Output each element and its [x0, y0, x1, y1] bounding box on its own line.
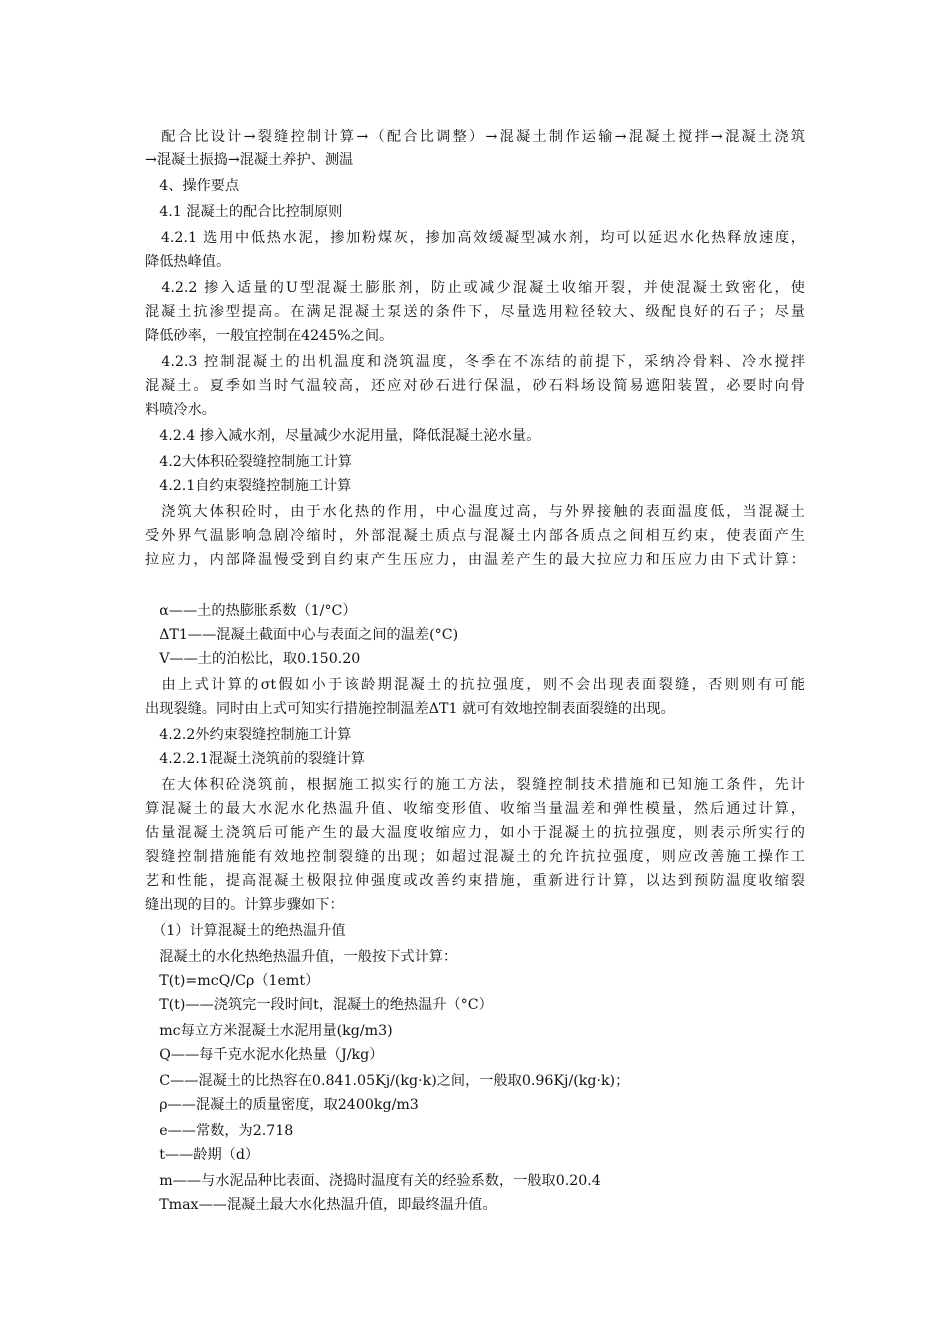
variable-definition: C——混凝土的比热容在0.841.05Kj/(kg·k)之间，一般取0.96Kj/(kg·k)； [145, 1073, 630, 1089]
text-line: 拉应力，内部降温慢受到自约束产生压应力，由温差产生的最大拉应力和压应力由下式计算： [145, 552, 805, 568]
text-line: 估量混凝土浇筑后可能产生的最大温度收缩应力，如小于混凝土的抗拉强度，则表示所实行的 [145, 825, 805, 841]
section-heading: （1）计算混凝土的绝热温升值 [145, 923, 346, 939]
variable-definition: T(t)——浇筑完一段时间t，混凝土的绝热温升（°C） [145, 997, 493, 1013]
variable-definition: ρ——混凝土的质量密度，取2400kg/m3 [145, 1097, 419, 1113]
text-line: 混凝土的水化热绝热温升值，一般按下式计算： [145, 949, 458, 965]
section-heading: 4.2大体积砼裂缝控制施工计算 [145, 454, 353, 470]
text-line: →混凝土振捣→混凝土养护、测温 [145, 152, 354, 168]
variable-definition: ΔT1——混凝土截面中心与表面之间的温差(°C) [145, 627, 459, 643]
text-line: 艺和性能，提高混凝土极限拉伸强度或改善约束措施，重新进行计算，以达到预防温度收缩裂 [145, 873, 805, 889]
text-line: 裂缝控制措施能有效地控制裂缝的出现；如超过混凝土的允许抗拉强度，则应改善施工操作工 [145, 849, 805, 865]
variable-definition: m——与水泥品种比表面、浇捣时温度有关的经验系数，一般取0.20.4 [145, 1173, 601, 1189]
text-line: 混凝土。夏季如当时气温较高，还应对砂石进行保温，砂石料场设简易遮阳装置，必要时向骨 [145, 378, 805, 394]
section-heading: 4.2.2.1混凝土浇筑前的裂缝计算 [145, 751, 365, 767]
text-line: 4.2.2 掺入适量的U型混凝土膨胀剂，防止或减少混凝土收缩开裂，并使混凝土致密化，使 [145, 280, 805, 296]
text-line: 降低热峰值。 [145, 254, 231, 270]
section-heading: 4.2.2外约束裂缝控制施工计算 [145, 727, 352, 743]
text-line: 降低砂率，一般宜控制在4245%之间。 [145, 328, 394, 344]
text-line: 浇筑大体积砼时，由于水化热的作用，中心温度过高，与外界接触的表面温度低，当混凝土 [145, 504, 805, 520]
text-line: 由上式计算的σt假如小于该龄期混凝土的抗拉强度，则不会出现表面裂缝，否则则有可能 [145, 677, 805, 693]
formula-line: T(t)=mcQ/Cρ（1emt） [145, 973, 320, 989]
variable-definition: t——龄期（d） [145, 1147, 260, 1163]
text-line: 4.2.3 控制混凝土的出机温度和浇筑温度，冬季在不冻结的前提下，采纳冷骨料、冷水搅拌 [145, 354, 805, 370]
text-line: 4.2.1 选用中低热水泥，掺加粉煤灰，掺加高效缓凝型减水剂，均可以延迟水化热释放速度， [145, 230, 805, 246]
variable-definition: Q——每千克水泥水化热量（J/kg） [145, 1047, 384, 1063]
text-line: 受外界气温影响急剧冷缩时，外部混凝土质点与混凝土内部各质点之间相互约束，使表面产生 [145, 528, 805, 544]
section-heading: 4.2.1自约束裂缝控制施工计算 [145, 478, 352, 494]
text-line: 配合比设计→裂缝控制计算→（配合比调整）→混凝土制作运输→混凝土搅拌→混凝土浇筑 [145, 129, 805, 145]
variable-definition: α——土的热膨胀系数（1/°C） [145, 603, 357, 619]
section-heading: 4.1 混凝土的配合比控制原则 [145, 204, 343, 220]
variable-definition: mc每立方米混凝土水泥用量(kg/m3) [145, 1023, 393, 1039]
variable-definition: V——土的泊松比，取0.150.20 [145, 651, 361, 667]
text-line: 在大体积砼浇筑前，根据施工拟实行的施工方法，裂缝控制技术措施和已知施工条件，先计 [145, 777, 805, 793]
text-line: 算混凝土的最大水泥水化热温升值、收缩变形值、收缩当量温差和弹性模量，然后通过计算， [145, 801, 805, 817]
text-line: 料喷冷水。 [145, 402, 216, 418]
text-line: 混凝土抗渗型提高。在满足混凝土泵送的条件下，尽量选用粒径较大、级配良好的石子；尽量 [145, 304, 805, 320]
variable-definition: e——常数，为2.718 [145, 1123, 294, 1139]
text-line: 缝出现的目的。计算步骤如下： [145, 897, 344, 913]
text-line: 出现裂缝。同时由上式可知实行措施控制温差ΔT1 就可有效地控制表面裂缝的出现。 [145, 701, 675, 717]
section-heading: 4、操作要点 [145, 178, 240, 194]
text-line: 4.2.4 掺入减水剂，尽量减少水泥用量，降低混凝土泌水量。 [145, 428, 541, 444]
variable-definition: Tmax——混凝土最大水化热温升值，即最终温升值。 [145, 1197, 497, 1213]
